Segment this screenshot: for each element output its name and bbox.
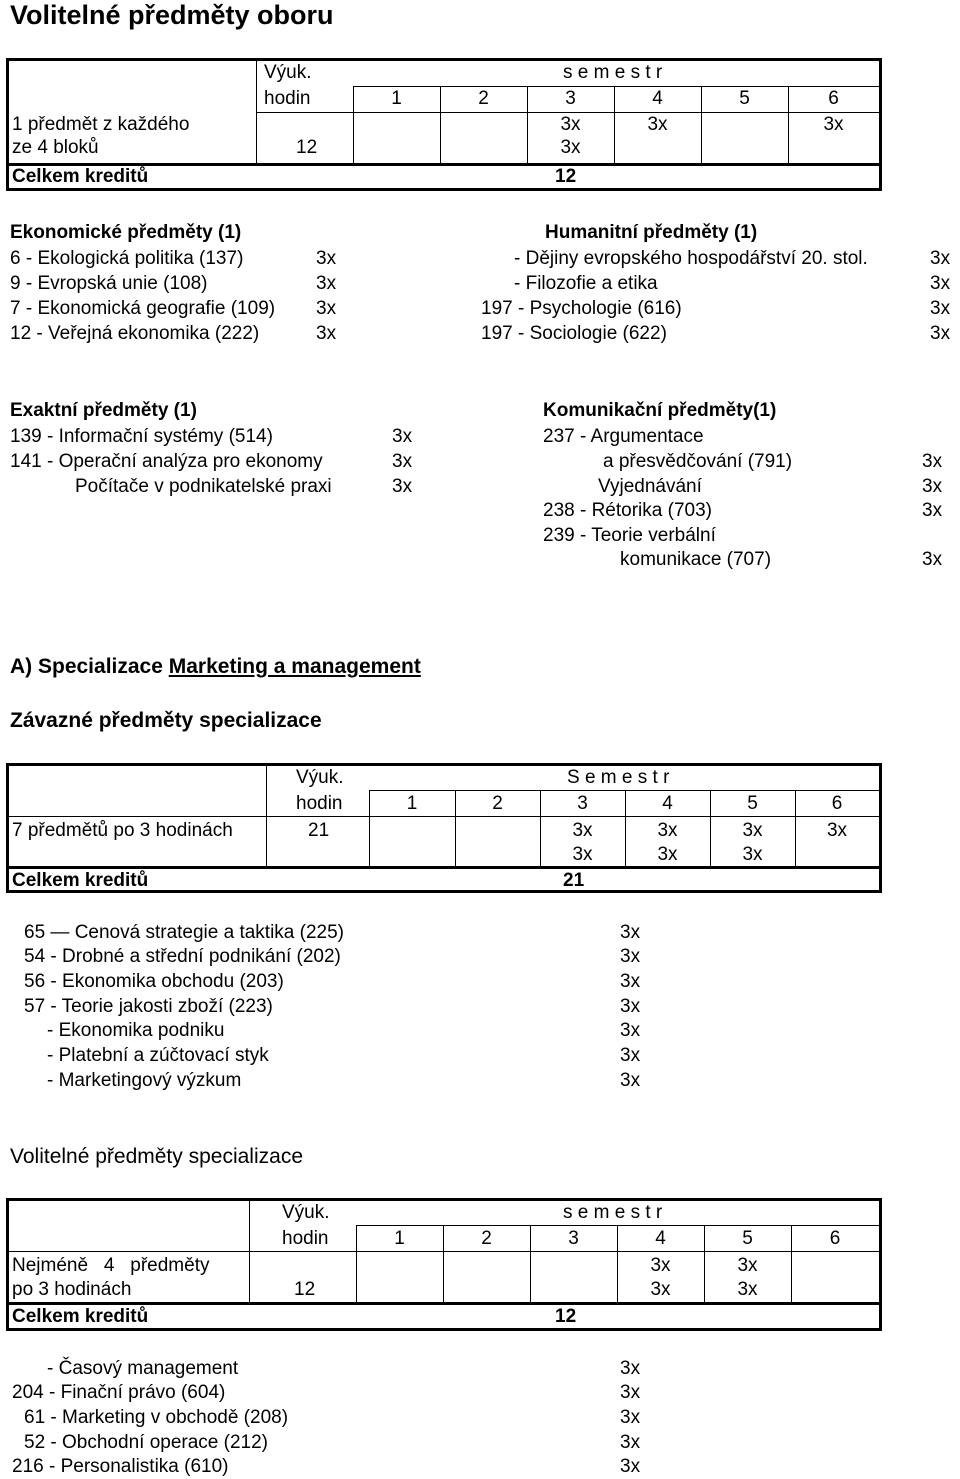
credit-cell: 3x <box>823 114 844 135</box>
course-name: 56 - Ekonomika obchodu (203) <box>24 971 284 992</box>
course-credits: 3x <box>922 549 943 570</box>
course-name: a přesvědčování (791) <box>603 451 793 472</box>
course-credits: 3x <box>620 1358 641 1379</box>
credit-cell: 3x <box>737 1279 758 1300</box>
course-credits: 3x <box>620 971 641 992</box>
course-credits: 3x <box>922 451 943 472</box>
course-name: 197 - Psychologie (616) <box>481 298 682 319</box>
credit-cell: 3x <box>657 844 678 865</box>
semester-header: S e m e s t r <box>567 767 670 788</box>
course-name: 12 - Veřejná ekonomika (222) <box>10 323 260 344</box>
hours-value: 21 <box>308 820 330 841</box>
hours-value: 12 <box>296 137 318 158</box>
semester-2: 2 <box>481 1228 492 1249</box>
course-name: - Časový management <box>47 1358 239 1379</box>
course-name: 216 - Personalistika (610) <box>12 1456 229 1477</box>
course-name: 54 - Drobné a střední podnikání (202) <box>24 946 341 967</box>
semester-header: s e m e s t r <box>563 1202 663 1223</box>
hours-subheader: hodin <box>282 1228 329 1249</box>
semester-6: 6 <box>829 1228 841 1249</box>
section-heading: Humanitní předměty (1) <box>545 222 758 243</box>
hours-header: Výuk. <box>264 62 312 83</box>
course-credits: 3x <box>392 451 413 472</box>
credit-cell: 3x <box>657 820 678 841</box>
course-name: Počítače v podnikatelské praxi <box>75 476 332 497</box>
course-name: Vyjednávání <box>598 476 702 497</box>
semester-5: 5 <box>739 88 750 109</box>
semester-4: 4 <box>655 1228 666 1249</box>
credit-cell: 3x <box>572 844 593 865</box>
credit-cell: 3x <box>742 844 763 865</box>
course-credits: 3x <box>620 922 641 943</box>
course-name: 6 - Ekologická politika (137) <box>10 248 244 269</box>
total-value: 12 <box>555 166 577 187</box>
semester-2: 2 <box>492 793 503 814</box>
course-credits: 3x <box>620 996 641 1017</box>
credit-cell: 3x <box>826 820 848 841</box>
course-name: 204 - Finační právo (604) <box>12 1382 226 1403</box>
semester-1: 1 <box>391 88 402 109</box>
course-credits: 3x <box>930 323 951 344</box>
course-name: 238 - Rétorika (703) <box>543 500 712 521</box>
course-credits: 3x <box>930 248 951 269</box>
course-name: - Marketingový výzkum <box>47 1070 242 1091</box>
course-credits: 3x <box>316 323 337 344</box>
course-credits: 3x <box>620 1456 641 1477</box>
course-credits: 3x <box>620 1407 641 1428</box>
total-label: Celkem kreditů <box>12 166 149 187</box>
course-credits: 3x <box>930 298 951 319</box>
course-credits: 3x <box>620 1432 641 1453</box>
semester-4: 4 <box>652 88 663 109</box>
semester-6: 6 <box>828 88 839 109</box>
course-name: 197 - Sociologie (622) <box>481 323 667 344</box>
semester-3: 3 <box>568 1228 579 1249</box>
course-credits: 3x <box>316 248 337 269</box>
hours-subheader: hodin <box>264 88 311 109</box>
course-name: 239 - Teorie verbální <box>543 525 716 546</box>
page-title: Volitelné předměty oboru <box>10 0 334 30</box>
section-heading: Ekonomické předměty (1) <box>10 222 242 243</box>
semester-4: 4 <box>662 793 673 814</box>
course-name: 65 — Cenová strategie a taktika (225) <box>24 922 345 943</box>
section-heading: Exaktní předměty (1) <box>10 400 197 421</box>
hours-subheader: hodin <box>296 793 343 814</box>
hours-header: Výuk. <box>296 767 344 788</box>
course-name: 7 - Ekonomická geografie (109) <box>10 298 276 319</box>
course-name: 9 - Evropská unie (108) <box>10 273 208 294</box>
section-heading: Komunikační předměty(1) <box>543 400 777 421</box>
semester-6: 6 <box>831 793 843 814</box>
total-value: 12 <box>555 1306 577 1327</box>
section-heading: Volitelné předměty specializace <box>10 1145 303 1168</box>
credit-cell: 3x <box>560 114 581 135</box>
semester-5: 5 <box>742 1228 753 1249</box>
hours-value: 12 <box>294 1279 316 1300</box>
course-name: - Ekonomika podniku <box>47 1020 225 1041</box>
course-credits: 3x <box>922 500 943 521</box>
course-credits: 3x <box>620 1045 641 1066</box>
credit-cell: 3x <box>650 1279 671 1300</box>
semester-3: 3 <box>565 88 576 109</box>
row-label: po 3 hodinách <box>12 1279 132 1300</box>
section-heading: Závazné předměty specializace <box>10 709 322 732</box>
course-credits: 3x <box>316 273 337 294</box>
semester-2: 2 <box>478 88 489 109</box>
credit-cell: 3x <box>572 820 593 841</box>
course-name: - Dějiny evropského hospodářství 20. stol. <box>514 248 868 269</box>
course-credits: 3x <box>922 476 943 497</box>
row-label: ze 4 bloků <box>12 137 99 158</box>
semester-header: s e m e s t r <box>563 62 663 83</box>
course-name: - Platební a zúčtovací styk <box>47 1045 269 1066</box>
credit-cell: 3x <box>650 1255 671 1276</box>
course-name: 61 - Marketing v obchodě (208) <box>24 1407 289 1428</box>
total-value: 21 <box>563 870 585 891</box>
row-label: 1 předmět z každého <box>12 114 190 135</box>
course-name: - Filozofie a etika <box>514 273 658 294</box>
course-credits: 3x <box>392 476 413 497</box>
course-credits: 3x <box>620 1070 641 1091</box>
specialization-heading: A) Specializace Marketing a management <box>10 655 421 678</box>
course-name: 52 - Obchodní operace (212) <box>24 1432 268 1453</box>
hours-header: Výuk. <box>282 1202 330 1223</box>
credit-cell: 3x <box>737 1255 758 1276</box>
course-credits: 3x <box>620 1382 641 1403</box>
credit-cell: 3x <box>647 114 668 135</box>
course-name: 141 - Operační analýza pro ekonomy <box>10 451 323 472</box>
course-name: 237 - Argumentace <box>543 426 704 447</box>
course-name: komunikace (707) <box>620 549 772 570</box>
course-name: 57 - Teorie jakosti zboží (223) <box>24 996 273 1017</box>
credit-cell: 3x <box>742 820 763 841</box>
semester-1: 1 <box>394 1228 405 1249</box>
semester-5: 5 <box>747 793 758 814</box>
total-label: Celkem kreditů <box>12 1306 149 1327</box>
course-credits: 3x <box>930 273 951 294</box>
credit-cell: 3x <box>560 137 581 158</box>
semester-1: 1 <box>406 793 418 814</box>
specialization-name: Marketing a management <box>168 655 421 678</box>
course-credits: 3x <box>316 298 337 319</box>
semester-3: 3 <box>577 793 588 814</box>
course-credits: 3x <box>392 426 413 447</box>
row-label: Nejméně 4 předměty <box>12 1255 210 1276</box>
course-name: 139 - Informační systémy (514) <box>10 426 273 447</box>
course-credits: 3x <box>620 1020 641 1041</box>
total-label: Celkem kreditů <box>12 870 149 891</box>
row-label: 7 předmětů po 3 hodinách <box>12 820 233 841</box>
course-credits: 3x <box>620 946 641 967</box>
